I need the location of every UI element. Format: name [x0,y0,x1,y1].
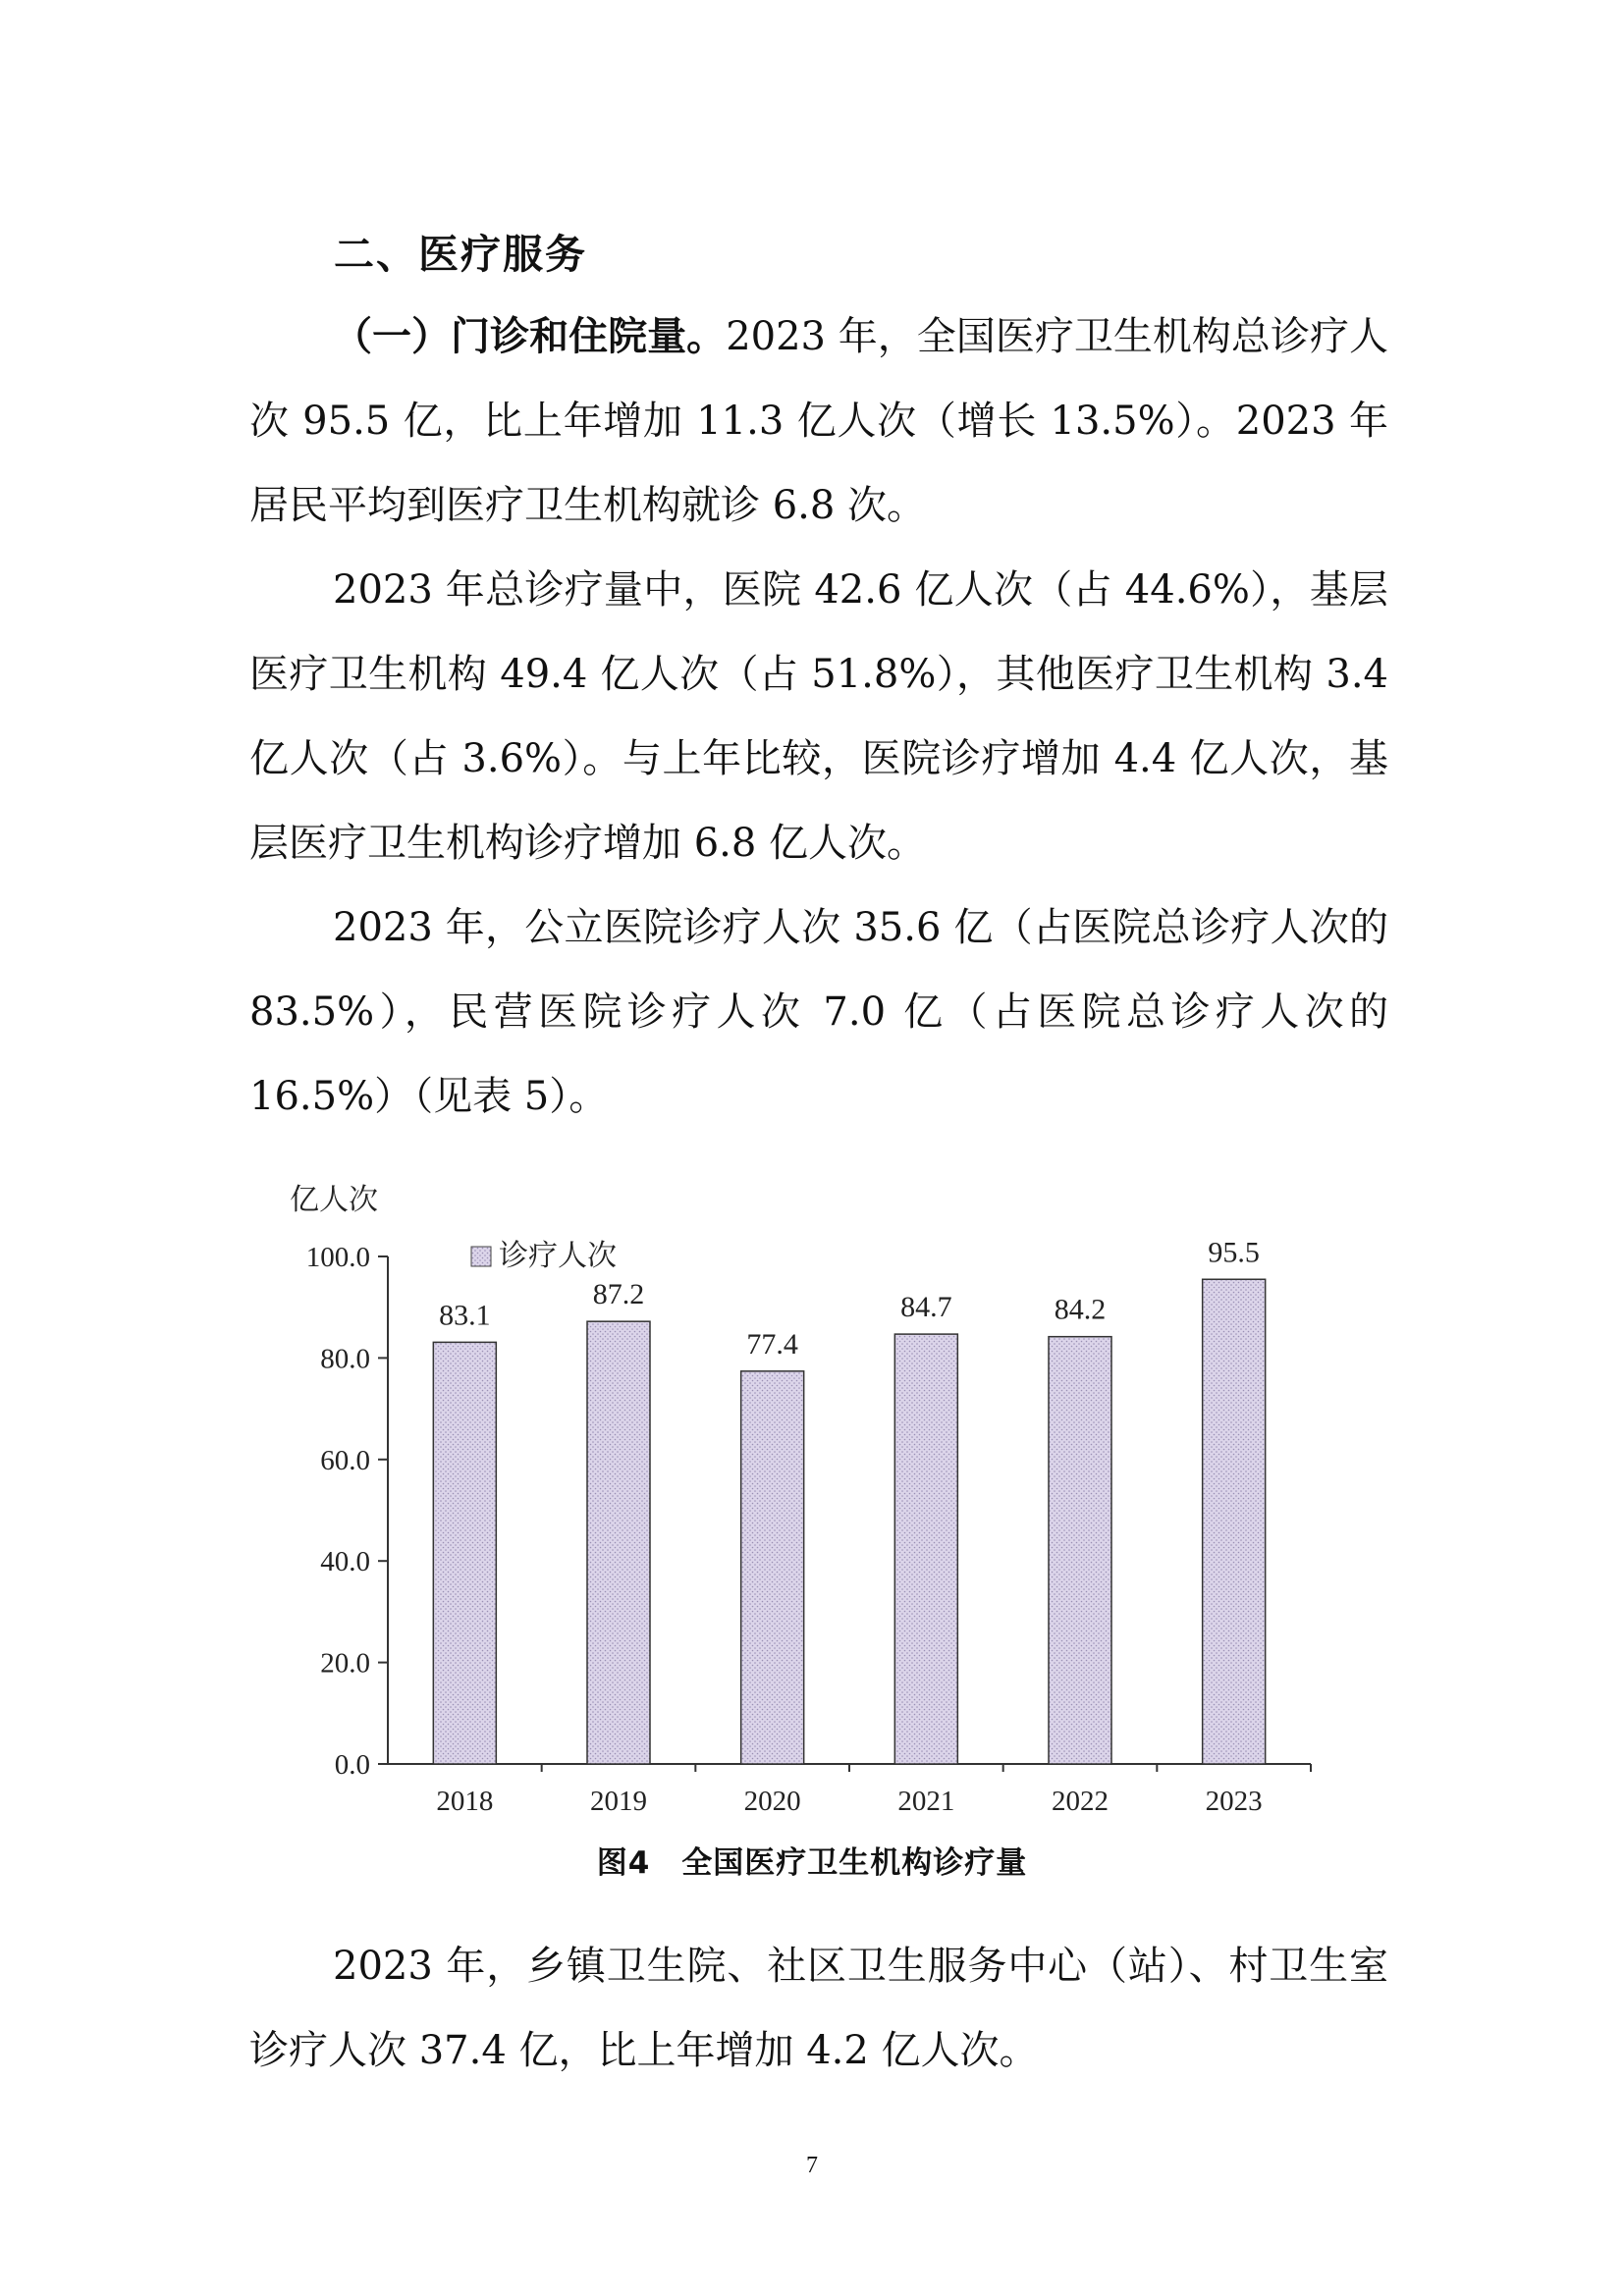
bar-value-label: 95.5 [1208,1236,1260,1269]
y-tick-label: 0.0 [334,1749,370,1781]
y-tick-label: 20.0 [320,1647,370,1680]
x-tick-label: 2020 [743,1786,801,1817]
bar-value-label: 87.2 [592,1278,645,1311]
paragraph-primary-care: 2023 年，乡镇卫生院、社区卫生服务中心（站）、村卫生室诊疗人次 37.4 亿，比上年增加 4.2 亿人次。 [249,1944,1388,2073]
bar-value-label: 84.7 [900,1291,952,1324]
legend-swatch [471,1247,491,1266]
legend-label: 诊疗人次 [499,1239,617,1273]
y-tick-label: 60.0 [320,1444,370,1476]
x-tick-label: 2022 [1052,1786,1109,1817]
chart-svg [265,1158,1345,1904]
y-tick-label: 80.0 [320,1343,370,1375]
paragraph-lead-title: （一）门诊和住院量。 [333,314,727,359]
bar-chart [265,1158,1345,1904]
y-tick-label: 40.0 [320,1546,370,1578]
x-tick-label: 2019 [590,1786,647,1817]
chart-caption: 图4 全国医疗卫生机构诊疗量 [596,1845,1028,1881]
page-number: 7 [806,2153,818,2178]
bar-2020 [741,1371,804,1764]
x-tick-label: 2021 [897,1786,955,1817]
bar-2019 [587,1321,650,1764]
bar-value-label: 84.2 [1054,1293,1107,1326]
bar-value-label: 83.1 [439,1299,491,1332]
x-tick-label: 2023 [1205,1786,1263,1817]
paragraph-body: 2023 年，全国医疗卫生机构总诊疗人次 95.5 亿，比上年增加 11.3 亿人次（增长 13.5%）。2023 年居民平均到医疗卫生机构就诊 6.8 次。 [249,314,1388,528]
y-axis-label: 亿人次 [290,1183,378,1217]
y-tick-label: 100.0 [305,1242,370,1273]
bar-2023 [1203,1279,1266,1764]
x-tick-label: 2018 [436,1786,494,1817]
section-heading: 二、医疗服务 [334,231,587,278]
bar-value-label: 77.4 [746,1327,798,1361]
bar-2018 [433,1342,496,1764]
paragraph-public-private: 2023 年，公立医院诊疗人次 35.6 亿（占医院总诊疗人次的 83.5%），民营医院诊疗人次 7.0 亿（占医院总诊疗人次的 16.5%）（见表 5）。 [249,905,1388,1119]
bar-2021 [894,1334,957,1764]
paragraph-outpatient-summary [249,294,1388,548]
bar-2022 [1049,1337,1111,1764]
bars [433,1236,1265,1764]
paragraph-visit-breakdown: 2023 年总诊疗量中，医院 42.6 亿人次（占 44.6%），基层医疗卫生机构 49.4 亿人次（占 51.8%），其他医疗卫生机构 3.4 亿人次（占 3.6%）。与上年比较，医院诊疗增加 4.4 亿人次，基层医疗卫生机构诊疗增加 6.8 亿人次。 [249,567,1388,866]
